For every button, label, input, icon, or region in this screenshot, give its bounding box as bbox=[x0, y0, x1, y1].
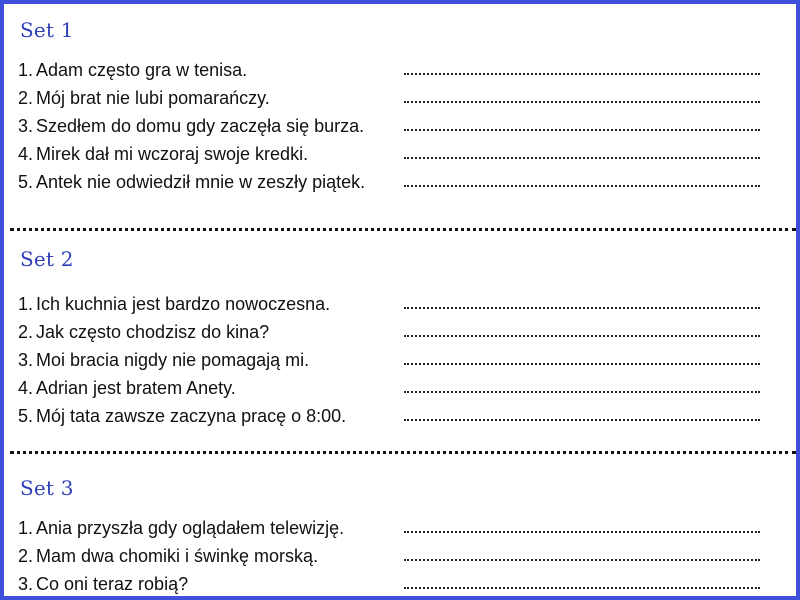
question-text: Adrian jest bratem Anety. bbox=[36, 378, 236, 398]
question-text: Szedłem do domu gdy zaczęła się burza. bbox=[36, 116, 365, 136]
question-number: 3. bbox=[18, 350, 34, 370]
answer-line[interactable] bbox=[404, 307, 760, 309]
section-divider bbox=[10, 451, 796, 454]
set-title: Set 2 bbox=[20, 247, 74, 271]
question-number: 1. bbox=[18, 60, 34, 80]
answer-line[interactable] bbox=[404, 185, 760, 187]
question-number: 4. bbox=[18, 378, 34, 398]
question-text: Adam często gra w tenisa. bbox=[36, 60, 248, 80]
question-item bbox=[4, 517, 796, 545]
question-number: 2. bbox=[18, 322, 34, 342]
question-item bbox=[4, 321, 796, 349]
question-item bbox=[4, 143, 796, 171]
section-divider bbox=[10, 228, 796, 231]
answer-line[interactable] bbox=[404, 157, 760, 159]
answer-line[interactable] bbox=[404, 419, 760, 421]
question-item bbox=[4, 405, 796, 433]
question-number: 5. bbox=[18, 406, 34, 426]
question-number: 3. bbox=[18, 116, 34, 136]
question-item bbox=[4, 59, 796, 87]
question-item bbox=[4, 293, 796, 321]
question-number: 3. bbox=[18, 574, 34, 594]
question-text: Mój tata zawsze zaczyna pracę o 8:00. bbox=[36, 406, 347, 426]
answer-line[interactable] bbox=[404, 531, 760, 533]
answer-line[interactable] bbox=[404, 101, 760, 103]
set-title: Set 1 bbox=[20, 18, 74, 42]
answer-line[interactable] bbox=[404, 363, 760, 365]
question-text: Ania przyszła gdy oglądałem telewizję. bbox=[36, 518, 345, 538]
question-number: 1. bbox=[18, 518, 34, 538]
question-text: Mirek dał mi wczoraj swoje kredki. bbox=[36, 144, 309, 164]
question-item bbox=[4, 171, 796, 199]
answer-line[interactable] bbox=[404, 73, 760, 75]
question-text: Mam dwa chomiki i świnkę morską. bbox=[36, 546, 319, 566]
question-text: Jak często chodzisz do kina? bbox=[36, 322, 270, 342]
question-item bbox=[4, 573, 796, 600]
question-item bbox=[4, 87, 796, 115]
question-text: Moi bracia nigdy nie pomagają mi. bbox=[36, 350, 310, 370]
answer-line[interactable] bbox=[404, 559, 760, 561]
answer-line[interactable] bbox=[404, 335, 760, 337]
answer-line[interactable] bbox=[404, 391, 760, 393]
question-number: 5. bbox=[18, 172, 34, 192]
question-item bbox=[4, 545, 796, 573]
question-number: 1. bbox=[18, 294, 34, 314]
question-text: Co oni teraz robią? bbox=[36, 574, 189, 594]
set-title: Set 3 bbox=[20, 476, 74, 500]
question-number: 2. bbox=[18, 546, 34, 566]
question-item bbox=[4, 349, 796, 377]
answer-line[interactable] bbox=[404, 129, 760, 131]
question-text: Antek nie odwiedził mnie w zeszły piątek. bbox=[36, 172, 366, 192]
question-item bbox=[4, 115, 796, 143]
question-number: 4. bbox=[18, 144, 34, 164]
question-text: Mój brat nie lubi pomarańczy. bbox=[36, 88, 270, 108]
question-number: 2. bbox=[18, 88, 34, 108]
answer-line[interactable] bbox=[404, 587, 760, 589]
question-item bbox=[4, 377, 796, 405]
question-text: Ich kuchnia jest bardzo nowoczesna. bbox=[36, 294, 331, 314]
